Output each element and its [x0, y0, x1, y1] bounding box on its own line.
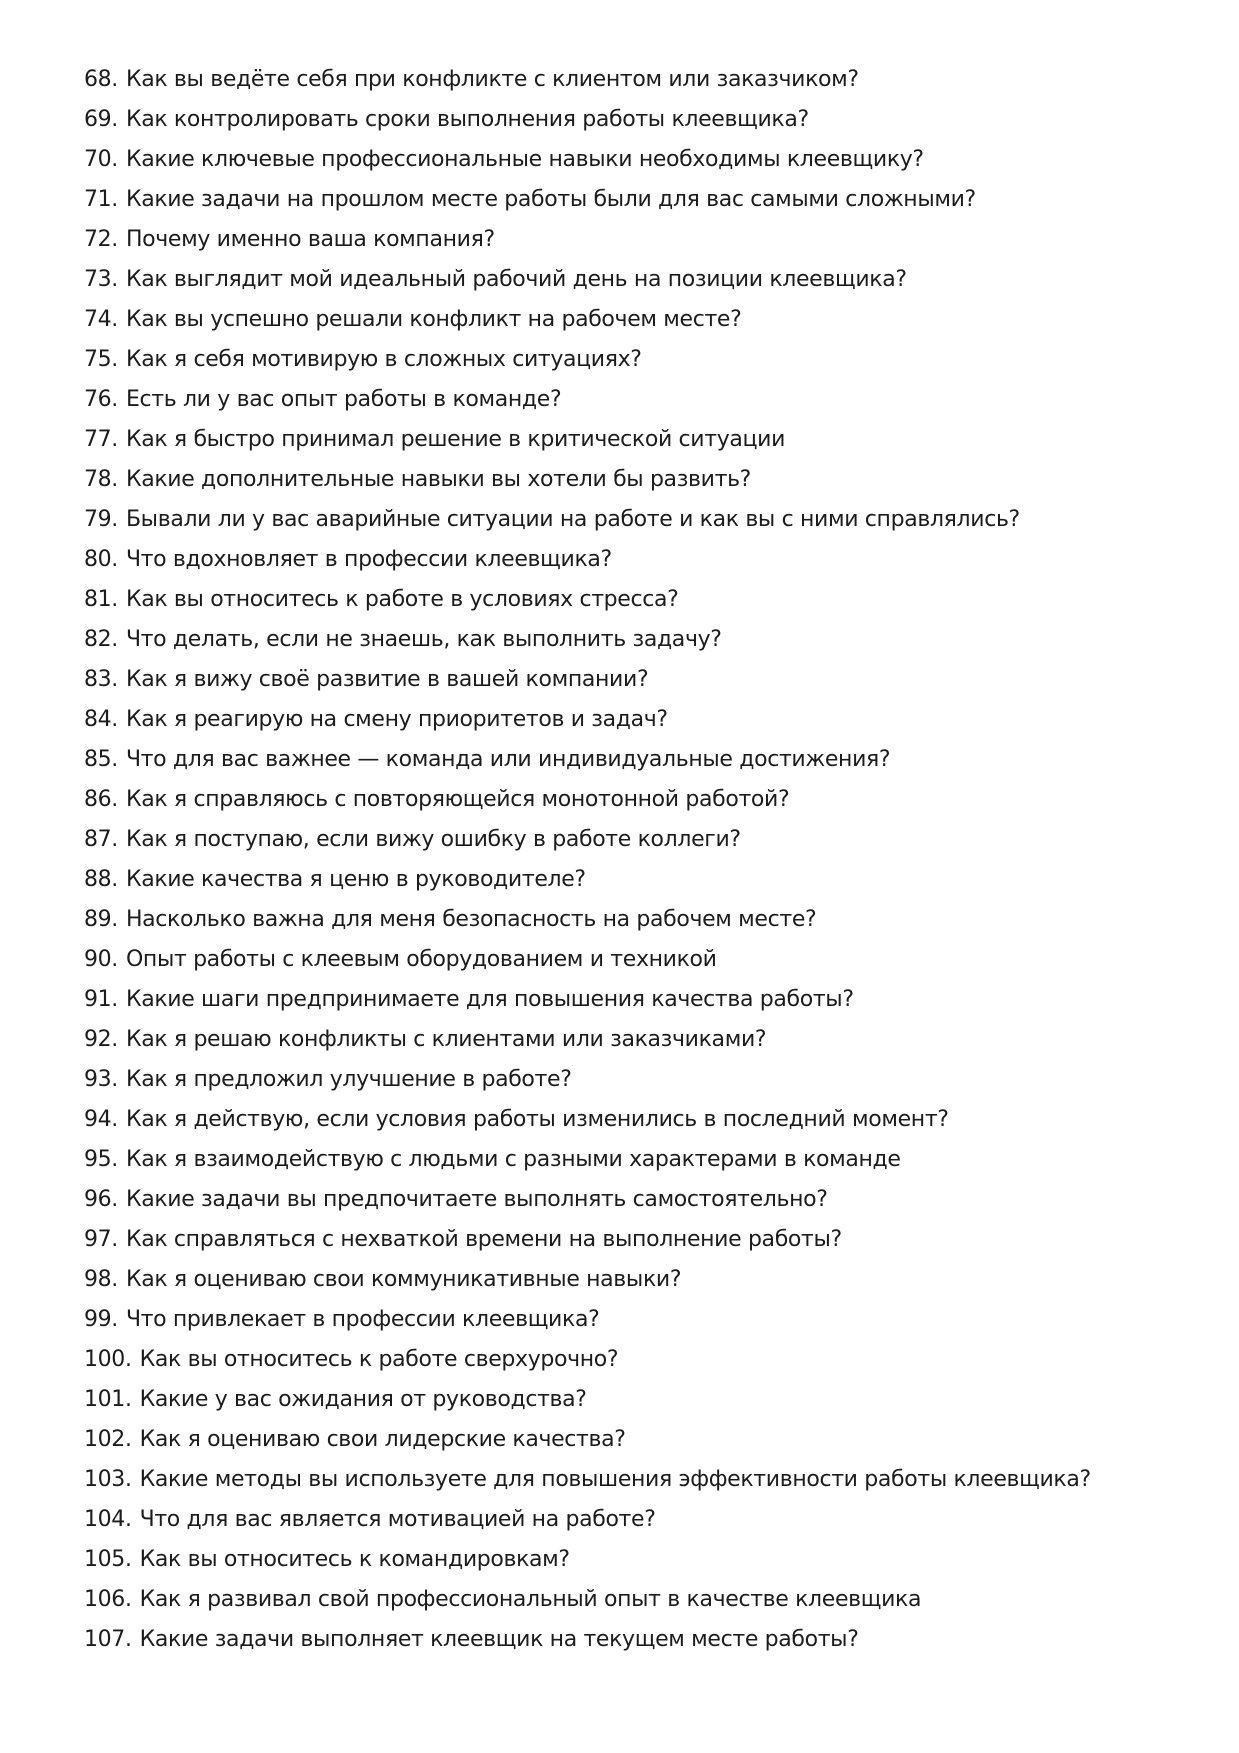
question-text: Как вы относитесь к работе в условиях стресса? [125, 587, 679, 612]
question-item [84, 140, 1194, 180]
question-text: Как я быстро принимал решение в критической ситуации [125, 427, 786, 452]
question-item [84, 1180, 1194, 1220]
question-number: 106. [84, 1587, 132, 1612]
question-number: 93. [84, 1067, 118, 1092]
question-number: 83. [84, 667, 118, 692]
question-item [84, 940, 1194, 980]
question-text: Как вы относитесь к работе сверхурочно? [139, 1347, 619, 1372]
question-number: 75. [84, 347, 118, 372]
question-item [84, 420, 1194, 460]
question-text: Как я решаю конфликты с клиентами или заказчиками? [125, 1027, 767, 1052]
question-item [84, 1580, 1194, 1620]
question-item [84, 100, 1194, 140]
question-number: 104. [84, 1507, 132, 1532]
question-number: 69. [84, 107, 118, 132]
question-number: 85. [84, 747, 118, 772]
question-number: 71. [84, 187, 118, 212]
question-item [84, 1500, 1194, 1540]
question-number: 82. [84, 627, 118, 652]
question-item [84, 1220, 1194, 1260]
question-text: Как я поступаю, если вижу ошибку в работе коллеги? [125, 827, 741, 852]
question-number: 98. [84, 1267, 118, 1292]
question-number: 79. [84, 507, 118, 532]
question-list [84, 60, 1194, 1660]
question-number: 84. [84, 707, 118, 732]
question-item [84, 860, 1194, 900]
question-text: Как я развивал свой профессиональный опыт в качестве клеевщика [139, 1587, 922, 1612]
question-text: Как я взаимодействую с людьми с разными характерами в команде [125, 1147, 901, 1172]
question-text: Какие качества я ценю в руководителе? [125, 867, 586, 892]
question-text: Какие задачи выполняет клеевщик на текущем месте работы? [139, 1627, 859, 1652]
question-item [84, 1540, 1194, 1580]
question-number: 74. [84, 307, 118, 332]
question-number: 70. [84, 147, 118, 172]
question-text: Какие ключевые профессиональные навыки необходимы клеевщику? [125, 147, 924, 172]
question-item [84, 1340, 1194, 1380]
question-number: 95. [84, 1147, 118, 1172]
question-number: 96. [84, 1187, 118, 1212]
question-number: 86. [84, 787, 118, 812]
question-number: 80. [84, 547, 118, 572]
question-text: Что привлекает в профессии клеевщика? [125, 1307, 600, 1332]
question-text: Как я себя мотивирую в сложных ситуациях? [125, 347, 642, 372]
question-number: 87. [84, 827, 118, 852]
question-number: 89. [84, 907, 118, 932]
question-number: 107. [84, 1627, 132, 1652]
question-item [84, 1020, 1194, 1060]
question-text: Как я справляюсь с повторяющейся монотонной работой? [125, 787, 790, 812]
question-item [84, 220, 1194, 260]
question-item [84, 780, 1194, 820]
question-number: 88. [84, 867, 118, 892]
question-number: 76. [84, 387, 118, 412]
question-number: 94. [84, 1107, 118, 1132]
question-text: Какие шаги предпринимаете для повышения качества работы? [125, 987, 854, 1012]
question-item [84, 1100, 1194, 1140]
question-text: Как вы успешно решали конфликт на рабочем месте? [125, 307, 742, 332]
question-text: Как контролировать сроки выполнения работы клеевщика? [125, 107, 809, 132]
question-number: 97. [84, 1227, 118, 1252]
question-item [84, 660, 1194, 700]
question-item [84, 1060, 1194, 1100]
question-item [84, 300, 1194, 340]
question-text: Бывали ли у вас аварийные ситуации на работе и как вы с ними справлялись? [125, 507, 1020, 532]
question-number: 101. [84, 1387, 132, 1412]
question-text: Какие задачи на прошлом месте работы были для вас самыми сложными? [125, 187, 976, 212]
question-text: Какие дополнительные навыки вы хотели бы развить? [125, 467, 752, 492]
question-item [84, 340, 1194, 380]
question-text: Как я действую, если условия работы изменились в последний момент? [125, 1107, 949, 1132]
question-number: 99. [84, 1307, 118, 1332]
question-number: 91. [84, 987, 118, 1012]
question-number: 77. [84, 427, 118, 452]
question-item [84, 1460, 1194, 1500]
question-number: 90. [84, 947, 118, 972]
question-item [84, 700, 1194, 740]
question-item [84, 1380, 1194, 1420]
question-item [84, 900, 1194, 940]
question-text: Как я предложил улучшение в работе? [125, 1067, 572, 1092]
question-number: 102. [84, 1427, 132, 1452]
question-item [84, 460, 1194, 500]
question-number: 68. [84, 67, 118, 92]
question-item [84, 60, 1194, 100]
question-text: Какие задачи вы предпочитаете выполнять самостоятельно? [125, 1187, 828, 1212]
question-text: Как я оцениваю свои коммуникативные навыки? [125, 1267, 682, 1292]
question-item [84, 380, 1194, 420]
question-text: Есть ли у вас опыт работы в команде? [125, 387, 562, 412]
question-item [84, 540, 1194, 580]
question-item [84, 740, 1194, 780]
question-item [84, 580, 1194, 620]
question-text: Как вы относитесь к командировкам? [139, 1547, 570, 1572]
question-item [84, 980, 1194, 1020]
question-number: 81. [84, 587, 118, 612]
question-text: Что для вас важнее — команда или индивидуальные достижения? [125, 747, 891, 772]
question-number: 73. [84, 267, 118, 292]
question-number: 72. [84, 227, 118, 252]
question-item [84, 260, 1194, 300]
question-text: Почему именно ваша компания? [125, 227, 495, 252]
question-item [84, 180, 1194, 220]
question-text: Как я вижу своё развитие в вашей компании? [125, 667, 649, 692]
question-text: Что делать, если не знаешь, как выполнить задачу? [125, 627, 722, 652]
question-text: Как выглядит мой идеальный рабочий день на позиции клеевщика? [125, 267, 907, 292]
question-text: Насколько важна для меня безопасность на рабочем месте? [125, 907, 817, 932]
question-text: Как я оцениваю свои лидерские качества? [139, 1427, 626, 1452]
question-text: Что вдохновляет в профессии клеевщика? [125, 547, 612, 572]
question-number: 100. [84, 1347, 132, 1372]
question-item [84, 500, 1194, 540]
question-text: Какие у вас ожидания от руководства? [139, 1387, 587, 1412]
question-text: Опыт работы с клеевым оборудованием и техникой [125, 947, 717, 972]
question-item [84, 1260, 1194, 1300]
question-number: 78. [84, 467, 118, 492]
question-text: Что для вас является мотивацией на работе? [139, 1507, 656, 1532]
question-item [84, 820, 1194, 860]
question-text: Как справляться с нехваткой времени на выполнение работы? [125, 1227, 842, 1252]
question-item [84, 1420, 1194, 1460]
question-item [84, 1140, 1194, 1180]
question-number: 92. [84, 1027, 118, 1052]
question-item [84, 1300, 1194, 1340]
question-text: Как я реагирую на смену приоритетов и задач? [125, 707, 668, 732]
question-number: 103. [84, 1467, 132, 1492]
question-number: 105. [84, 1547, 132, 1572]
question-item [84, 620, 1194, 660]
question-item [84, 1620, 1194, 1660]
question-text: Как вы ведёте себя при конфликте с клиентом или заказчиком? [125, 67, 859, 92]
question-text: Какие методы вы используете для повышения эффективности работы клеевщика? [139, 1467, 1091, 1492]
